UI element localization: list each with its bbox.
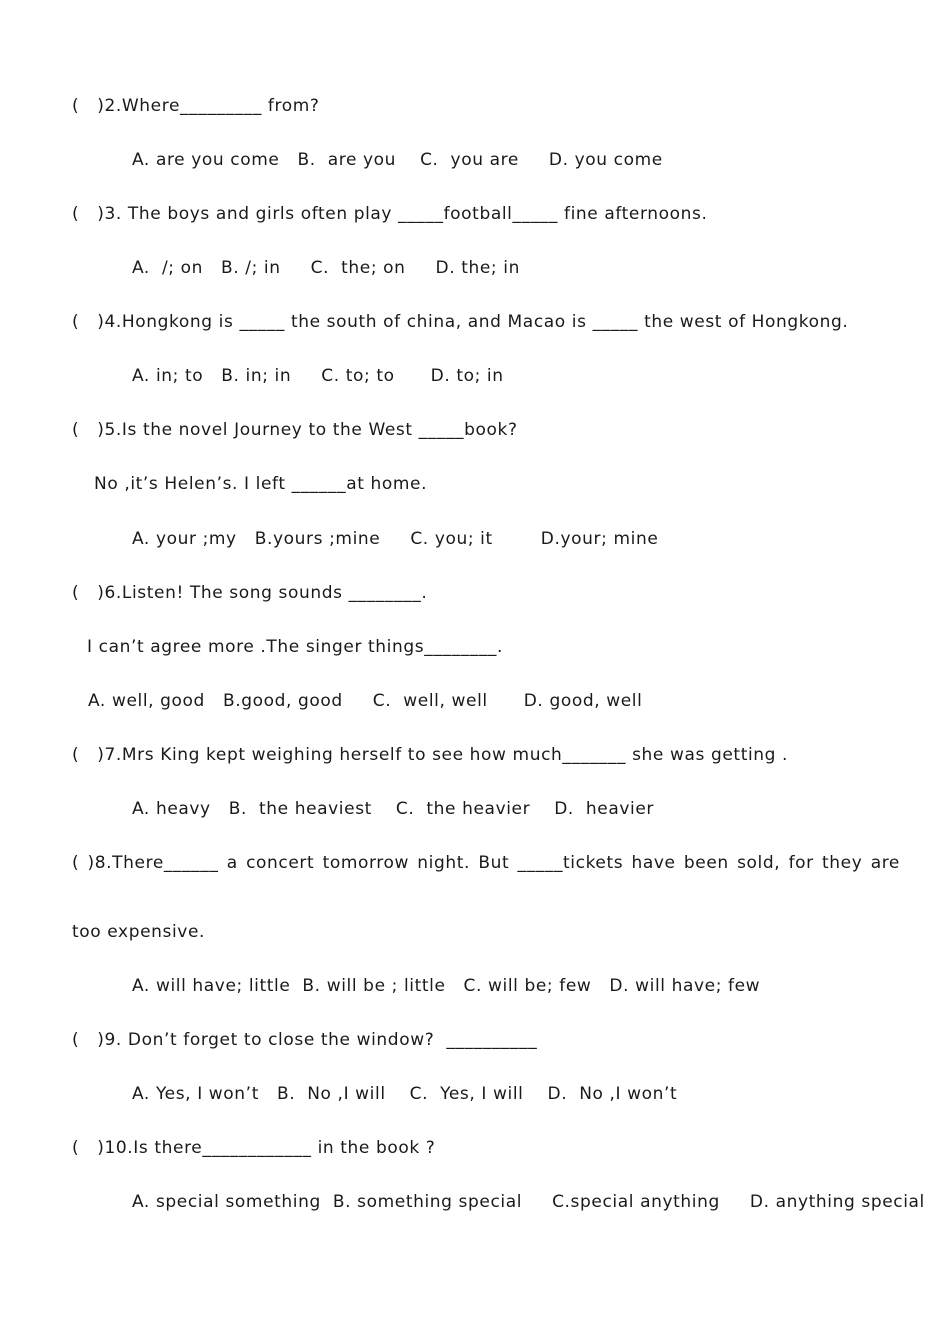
question-2-options: A. are you come B. are you C. you are D. you come (132, 150, 663, 170)
question-10-options: A. special something B. something special C.special anything D. anything special (132, 1192, 925, 1212)
question-4-stem: ( )4.Hongkong is _____ the south of china, and Macao is _____ the west of Hongkong. (72, 312, 849, 332)
question-8-stem-continued: too expensive. (72, 922, 206, 942)
question-3-stem: ( )3. The boys and girls often play _____football_____ fine afternoons. (72, 204, 708, 224)
question-7-stem: ( )7.Mrs King kept weighing herself to see how much_______ she was getting . (72, 745, 789, 765)
question-5-stem: ( )5.Is the novel Journey to the West _____book? (72, 420, 518, 440)
question-6-stem-continued: I can’t agree more .The singer things________. (87, 637, 504, 657)
question-8-options: A. will have; little B. will be ; little C. will be; few D. will have; few (132, 976, 761, 996)
question-2-stem: ( )2.Where_________ from? (72, 96, 320, 116)
question-10-stem: ( )10.Is there____________ in the book ? (72, 1138, 436, 1158)
question-6-stem: ( )6.Listen! The song sounds ________. (72, 583, 428, 603)
question-9-options: A. Yes, I won’t B. No ,I will C. Yes, I will D. No ,I won’t (132, 1084, 678, 1104)
question-5-options: A. your ;my B.yours ;mine C. you; it D.your; mine (132, 529, 659, 549)
question-4-options: A. in; to B. in; in C. to; to D. to; in (132, 366, 504, 386)
question-3-options: A. /; on B. /; in C. the; on D. the; in (132, 258, 520, 278)
question-5-stem-continued: No ,it’s Helen’s. I left ______at home. (94, 474, 428, 494)
question-9-stem: ( )9. Don’t forget to close the window? __________ (72, 1030, 538, 1050)
question-7-options: A. heavy B. the heaviest C. the heavier D. heavier (132, 799, 654, 819)
question-8-stem: ( )8.There______ a concert tomorrow night. But _____tickets have been sold, for they are (72, 853, 900, 873)
question-6-options: A. well, good B.good, good C. well, well D. good, well (88, 691, 643, 711)
